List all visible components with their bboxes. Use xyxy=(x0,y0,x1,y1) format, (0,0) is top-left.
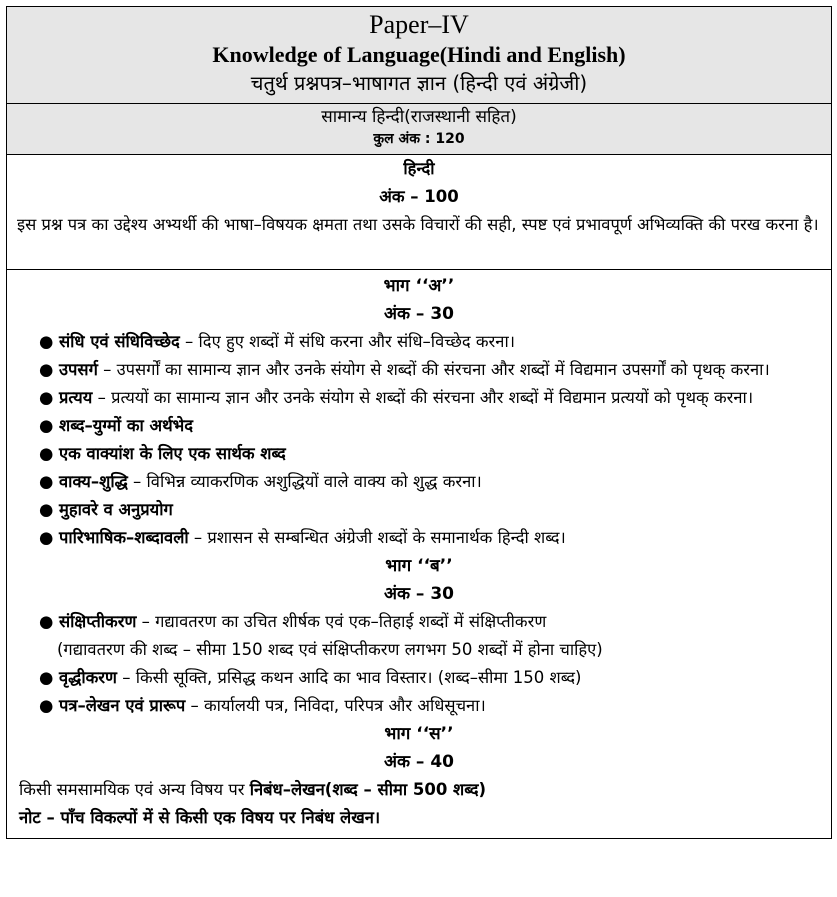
hindi-section xyxy=(7,155,832,270)
bullet-icon: ● xyxy=(39,360,54,379)
item-desc: – प्रशासन से सम्बन्धित अंग्रेजी शब्दों के समानार्थक हिन्दी शब्द। xyxy=(188,528,566,547)
list-item xyxy=(7,384,831,412)
bullet-icon: ● xyxy=(39,500,54,519)
item-desc: – उपसर्गों का सामान्य ज्ञान और उनके संयोग से शब्दों की संरचना और शब्दों में विद्यमान उपसर्गों को पृथक् करना। xyxy=(97,360,770,379)
item-term: शब्द–युग्मों का अर्थभेद xyxy=(59,416,194,435)
item-term: मुहावरे व अनुप्रयोग xyxy=(59,500,173,519)
bullet-icon: ● xyxy=(39,388,54,407)
part-a-marks: अंक – 30 xyxy=(383,304,455,324)
hindi-title: हिन्दी xyxy=(403,159,435,178)
syllabus-table xyxy=(6,6,832,839)
item-desc: – गद्यावतरण का उचित शीर्षक एवं एक–तिहाई शब्दों में संक्षिप्तीकरण xyxy=(136,612,547,631)
subject-title: सामान्य हिन्दी(राजस्थानी सहित) xyxy=(321,107,517,127)
part-c-note: नोट – पाँच विकल्पों में से किसी एक विषय पर निबंध लेखन। xyxy=(19,808,381,827)
item-desc: – प्रत्ययों का सामान्य ज्ञान और उनके संयोग से शब्दों की संरचना और शब्दों में विद्यमान प्रत्ययों को पृथक् करना। xyxy=(92,388,754,407)
paper-title: Paper–IV xyxy=(369,10,469,39)
bullet-icon: ● xyxy=(39,472,54,491)
bullet-icon: ● xyxy=(39,612,54,631)
paper-title-hindi: चतुर्थ प्रश्नपत्र–भाषागत ज्ञान (हिन्दी एवं अंग्रेजी) xyxy=(250,71,588,95)
bullet-icon: ● xyxy=(39,416,54,435)
hindi-marks: अंक – 100 xyxy=(379,187,459,206)
part-c-line-bold: निबंध–लेखन(शब्द – सीमा 500 शब्द) xyxy=(249,780,487,799)
part-b-list-2 xyxy=(7,664,831,720)
item-term: वृद्धीकरण xyxy=(59,668,117,687)
list-item xyxy=(7,328,831,356)
list-item xyxy=(7,692,831,720)
hindi-objective: इस प्रश्न पत्र का उद्देश्य अभ्यर्थी की भाषा–विषयक क्षमता तथा उसके विचारों की सही, स्पष्ट एवं प्रभावपूर्ण अभिव्यक्ति की परख करना है। xyxy=(17,215,819,234)
subject-header xyxy=(7,104,832,155)
part-a-title: भाग ‘‘अ’’ xyxy=(383,276,455,296)
list-item xyxy=(7,440,831,468)
parts-section xyxy=(7,270,832,839)
part-c-title: भाग ‘‘स’’ xyxy=(384,724,454,744)
item-term: वाक्य–शुद्धि xyxy=(59,472,128,491)
paper-subtitle: Knowledge of Language(Hindi and English) xyxy=(212,42,626,67)
list-item xyxy=(7,468,831,496)
list-item xyxy=(7,524,831,552)
list-item xyxy=(7,608,831,636)
paper-header xyxy=(7,7,832,104)
bullet-icon: ● xyxy=(39,528,54,547)
part-b-note: (गद्यावतरण की शब्द – सीमा 150 शब्द एवं संक्षिप्तीकरण लगभग 50 शब्दों में होना चाहिए) xyxy=(57,640,603,659)
item-term: संधि एवं संधिविच्छेद xyxy=(59,332,180,351)
part-b-marks: अंक – 30 xyxy=(383,584,455,604)
bullet-icon: ● xyxy=(39,668,54,687)
item-desc: – किसी सूक्ति, प्रसिद्ध कथन आदि का भाव विस्तार। (शब्द–सीमा 150 शब्द) xyxy=(116,668,582,687)
item-term: पत्र–लेखन एवं प्रारूप xyxy=(59,696,186,715)
bullet-icon: ● xyxy=(39,332,54,351)
subject-total-marks: कुल अंक : 120 xyxy=(373,131,465,147)
item-desc: – कार्यालयी पत्र, निविदा, परिपत्र और अधिसूचना। xyxy=(185,696,486,715)
part-c-line-prefix: किसी समसामयिक एवं अन्य विषय पर xyxy=(19,780,250,799)
part-a-list xyxy=(7,328,831,552)
part-c-marks: अंक – 40 xyxy=(383,752,455,772)
part-b-list xyxy=(7,608,831,636)
item-term: एक वाक्यांश के लिए एक सार्थक शब्द xyxy=(59,444,286,463)
item-term: संक्षिप्तीकरण xyxy=(59,612,137,631)
item-term: उपसर्ग xyxy=(59,360,98,379)
part-b-title: भाग ‘‘ब’’ xyxy=(385,556,453,576)
item-term: प्रत्यय xyxy=(59,388,93,407)
item-desc: – दिए हुए शब्दों में संधि करना और संधि–विच्छेद करना। xyxy=(179,332,515,351)
bullet-icon: ● xyxy=(39,696,54,715)
list-item xyxy=(7,356,831,384)
list-item xyxy=(7,412,831,440)
part-c-line xyxy=(7,776,831,804)
list-item xyxy=(7,496,831,524)
bullet-icon: ● xyxy=(39,444,54,463)
item-desc: – विभिन्न व्याकरणिक अशुद्धियों वाले वाक्य को शुद्ध करना। xyxy=(127,472,482,491)
list-item xyxy=(7,664,831,692)
item-term: पारिभाषिक–शब्दावली xyxy=(59,528,189,547)
